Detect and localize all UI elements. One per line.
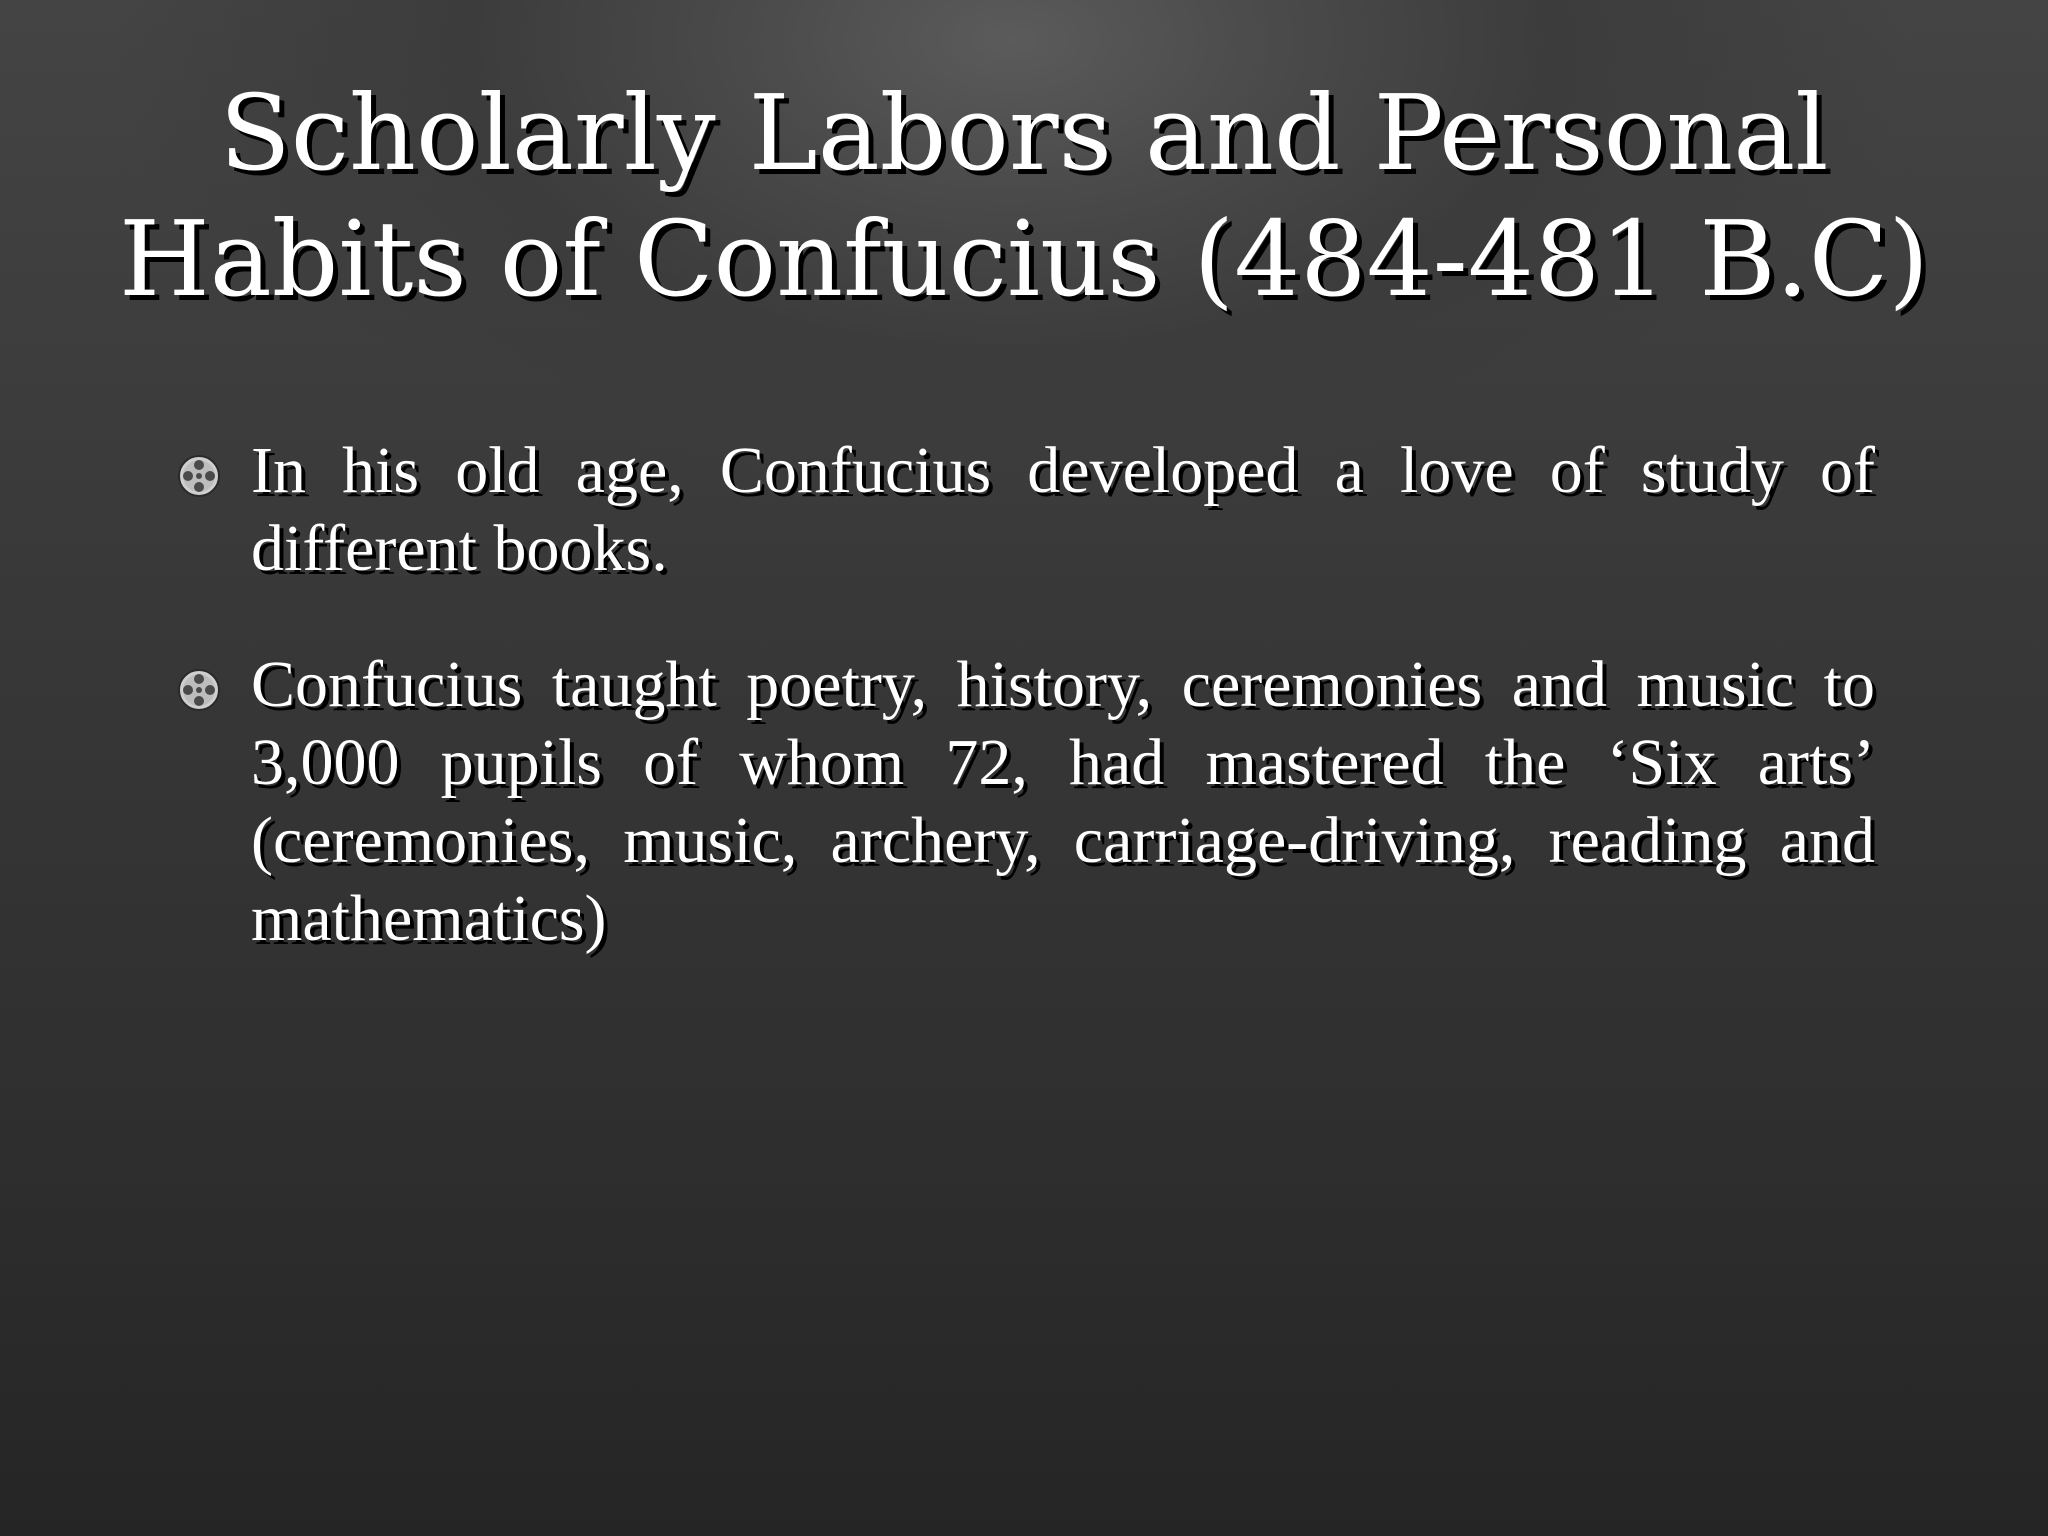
- slide-title-line-1: Scholarly Labors and Personal: [219, 72, 1829, 194]
- slide-title-line-2: Habits of Confucius (484-481 B.C): [119, 198, 1929, 320]
- bullet-item: [175, 646, 1875, 958]
- bullet-list: [175, 432, 1875, 1016]
- slide-title: [80, 70, 1968, 322]
- bullet-text: In his old age, Confucius developed a love of study of different books.: [251, 434, 1875, 585]
- bullet-text: Confucius taught poetry, history, ceremonies and music to 3,000 pupils of whom 72, had mastered the ‘Six arts’ (ceremonies, music, archery, carriage-driving, reading and mathematics): [251, 648, 1875, 955]
- film-reel-icon: [177, 454, 221, 498]
- film-reel-icon: [177, 668, 221, 712]
- bullet-item: [175, 432, 1875, 588]
